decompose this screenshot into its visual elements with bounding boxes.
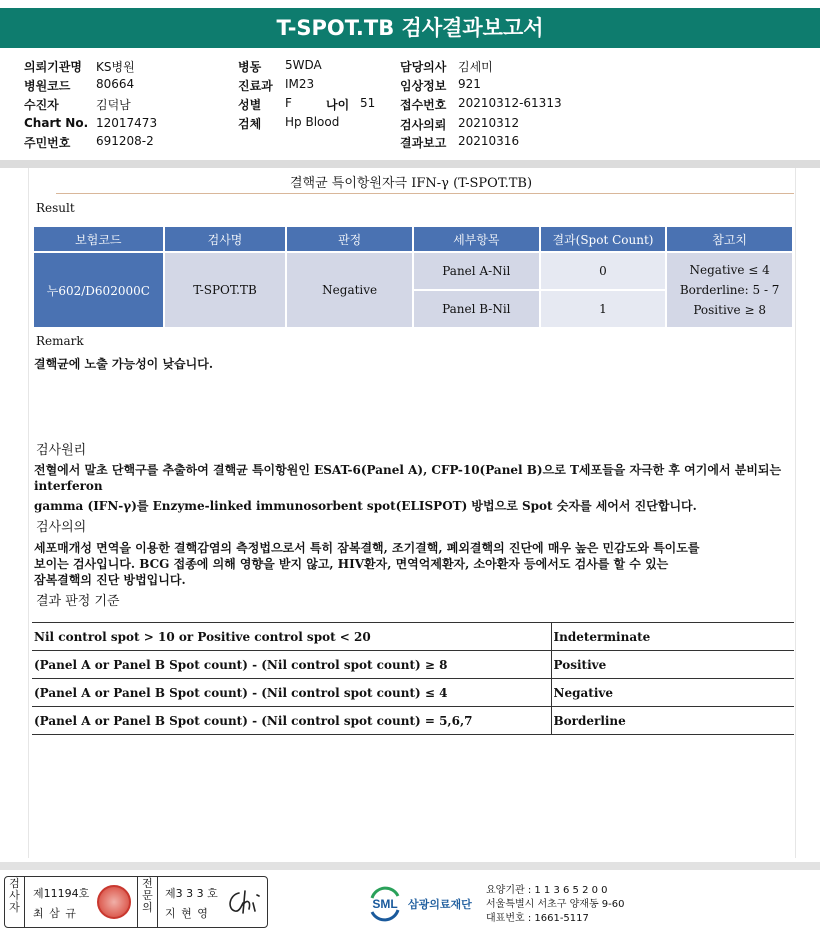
criteria-row [32,651,794,679]
care-institution-number: 요양기관 : 1 1 3 6 5 2 0 0 [486,885,608,896]
significance-line-3: 잠복결핵의 진단 방법입니다. [34,573,186,587]
organization-phone: 대표번호 : 1661-5117 [486,913,589,924]
info-label-resident-no: 주민번호 [24,136,71,150]
info-label-clinical-info: 임상정보 [400,79,447,93]
criteria-result: Positive [551,651,794,679]
criteria-row [32,707,794,735]
info-label-doctor: 담당의사 [400,60,447,74]
significance-text [34,540,794,588]
criteria-condition: Nil control spot > 10 or Positive control spot < 20 [32,623,551,651]
info-value-doctor: 김세미 [458,60,493,74]
criteria-row [32,679,794,707]
header-spot-count: 결과(Spot Count) [541,227,666,251]
signature-box [4,876,268,928]
inspector-vertical-label [5,877,25,927]
header-detail-item: 세부항목 [414,227,539,251]
reference-positive: Positive ≥ 8 [693,303,766,317]
result-reference [667,253,792,327]
info-value-age: 51 [360,96,376,110]
info-label-institution: 의뢰기관명 [24,60,82,74]
criteria-label: 결과 판정 기준 [36,594,120,609]
info-label-ward: 병동 [238,60,262,74]
significance-line-1: 세포매개성 면역을 이용한 결핵감염의 측정법으로서 특히 잠복결핵, 조기결핵, 폐외결핵의 진단에 매우 높은 민감도와 특이도를 [34,541,700,555]
specialist-vertical-label [138,877,158,927]
info-label-report-date: 결과보고 [400,136,447,150]
principle-label: 검사원리 [36,443,87,458]
criteria-result: Borderline [551,707,794,735]
test-title: 결핵균 특이항원자극 IFN-γ (T-SPOT.TB) [289,176,533,191]
significance-label: 검사의의 [36,520,87,535]
significance-line-2: 보이는 검사입니다. BCG 접종에 의해 영향을 받지 않고, HIV환자, 면역억제환자, 소아환자 등에서도 검사를 할 수 있는 [34,557,669,571]
result-header-row [34,227,792,251]
criteria-row [32,623,794,651]
specialist-number: 제3 3 3 호 [165,887,218,900]
organization-address-block [486,884,625,926]
info-value-request-date: 20210312 [458,116,520,130]
inspector-label-char: 사 [9,889,20,902]
result-count-panel-b: 1 [541,291,666,327]
info-label-age: 나이 [326,98,350,112]
principle-line-1: 전혈에서 말초 단핵구를 추출하여 결핵균 특이항원인 ESAT-6(Panel A), CFP-10(Panel B)으로 T세포들을 자극한 후 여기에서 분비되는 interferon [34,463,782,493]
info-value-receipt-no: 20210312-61313 [458,96,562,110]
info-label-hospital-code: 병원코드 [24,79,71,93]
result-judgement: Negative [287,253,412,327]
header-test-name: 검사명 [165,227,286,251]
info-label-department: 진료과 [238,79,273,93]
criteria-table [32,622,794,735]
info-separator [0,160,820,168]
info-value-report-date: 20210316 [458,134,520,148]
specialist-label-char: 전 [142,877,153,890]
result-label: Result [36,201,75,215]
sml-logo-icon [366,884,404,922]
info-label-specimen: 검체 [238,117,262,131]
result-item-panel-a: Panel A-Nil [414,253,539,289]
criteria-condition: (Panel A or Panel B Spot count) - (Nil control spot count) ≤ 4 [32,679,551,707]
footer-separator [0,862,820,870]
info-label-receipt-no: 접수번호 [400,98,447,112]
criteria-condition: (Panel A or Panel B Spot count) - (Nil control spot count) = 5,6,7 [32,707,551,735]
header-reference: 참고치 [667,227,792,251]
info-label-chart-no: Chart No. [24,116,89,130]
patient-info [0,56,820,156]
organization-address: 서울특별시 서초구 양재동 9-60 [486,899,625,910]
specialist-name: 지 현 영 [165,907,209,920]
reference-negative: Negative ≤ 4 [689,263,770,277]
info-value-patient: 김덕남 [96,98,131,112]
specialist-label-char: 의 [142,901,153,914]
result-count-panel-a: 0 [541,253,666,289]
principle-text [34,462,794,514]
info-label-patient: 수진자 [24,98,59,112]
info-value-hospital-code: 80664 [96,77,135,91]
info-value-resident-no: 691208-2 [96,134,154,148]
reference-borderline: Borderline: 5 - 7 [679,283,780,297]
principle-line-2: gamma (IFN-γ)를 Enzyme-linked immunosorbent spot(ELISPOT) 방법으로 Spot 숫자를 세어서 진단합니다. [34,499,697,513]
result-item-panel-b: Panel B-Nil [414,291,539,327]
specialist-signature-icon [225,887,263,917]
sml-logo-text: SML [372,897,398,911]
header-judgement: 판정 [287,227,412,251]
header-insurance-code: 보험코드 [34,227,163,251]
inspector-label-char: 자 [9,901,20,914]
inspector-seal-icon [97,885,131,919]
result-table [32,225,794,329]
info-label-sex: 성별 [238,98,262,112]
test-title-underline [56,193,794,194]
inspector-label-char: 검 [9,877,20,890]
info-value-specimen: Hp Blood [285,115,340,129]
result-row [34,253,792,289]
info-label-request-date: 검사의뢰 [400,118,447,132]
info-value-chart-no: 12017473 [96,116,158,130]
info-value-ward: 5WDA [285,58,322,72]
remark-text: 결핵균에 노출 가능성이 낮습니다. [34,357,214,371]
criteria-condition: (Panel A or Panel B Spot count) - (Nil control spot count) ≥ 8 [32,651,551,679]
criteria-result: Negative [551,679,794,707]
result-insurance-code: 누602/D602000C [34,253,163,327]
inspector-number: 제11194호 [33,887,90,900]
specialist-label-char: 문 [142,889,153,902]
result-test-name: T-SPOT.TB [165,253,286,327]
organization-name: 삼광의료재단 [408,898,472,911]
info-value-sex: F [285,96,292,110]
inspector-name: 최 삼 규 [33,907,77,920]
info-value-department: IM23 [285,77,315,91]
info-value-clinical-info: 921 [458,77,481,91]
criteria-result: Indeterminate [551,623,794,651]
info-value-institution: KS병원 [96,60,135,74]
remark-label: Remark [36,334,84,348]
report-title: T-SPOT.TB 검사결과보고서 [0,8,820,48]
